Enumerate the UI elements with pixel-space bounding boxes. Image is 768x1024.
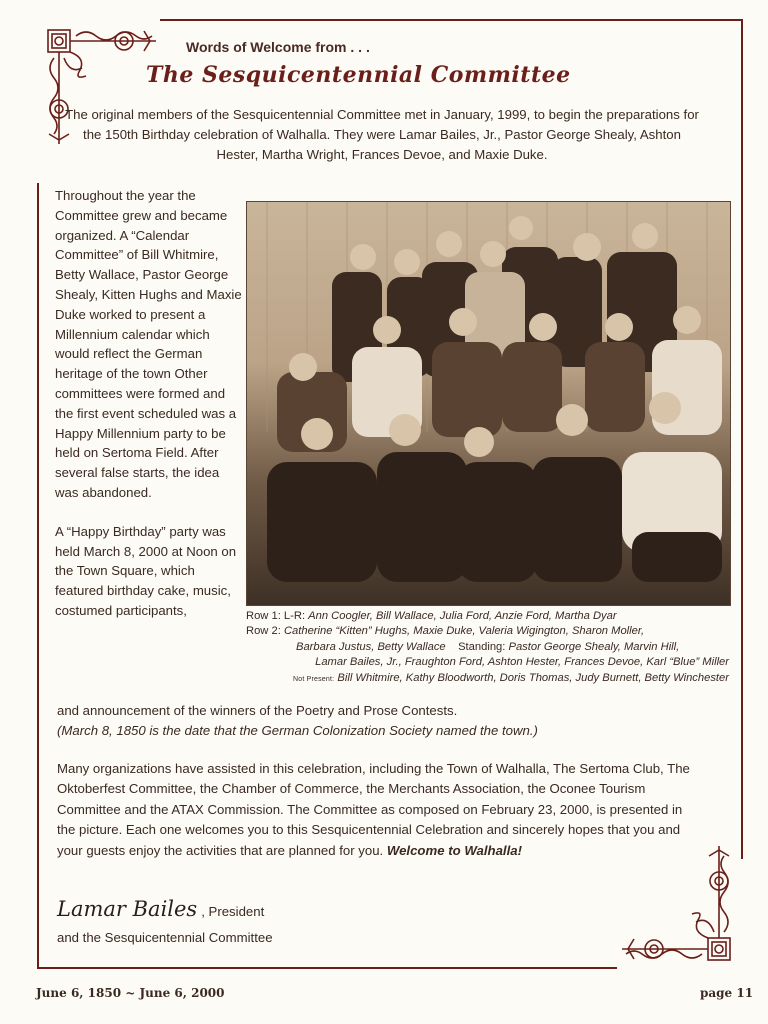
caption-not-present-label: Not Present: [292,675,335,683]
frame-right-rule [741,19,743,859]
left-paragraph-1: Throughout the year the Committee grew and became organized. A “Calendar Committee” of Bill Whitmire, Betty Wallace, Pastor George Shealy, Kitten Hughs and Maxie Duke worked to present a Millennium calendar which would reflect the German heritage of the town Other committees were formed and the first event scheduled was a Happy Millennium party to be held on Sertoma Field. After several false starts, the idea was abandoned. [55,188,242,500]
footer-dates: June 6, 1850 ~ June 6, 2000 [36,986,225,1000]
left-paragraph-2: A “Happy Birthday” party was held March 8, 2000 at Noon on the Town Square, which featured birthday cake, music, costumed participants, [55,523,237,618]
left-column [55,186,243,621]
caption-row-2-names: Catherine “Kitten” Hughs, Maxie Duke, Valeria Wigington, Sharon Moller, [283,625,645,638]
caption-row-2 [246,624,729,639]
caption-row-1-names: Ann Coogler, Bill Wallace, Julia Ford, Anzie Ford, Martha Dyar [308,610,617,622]
signature-committee: and the Sesquicentennial Committee [57,930,273,945]
caption-standing-names: Pastor George Shealy, Marvin Hill, [508,640,680,653]
announcement-line-1: and announcement of the winners of the Poetry and Prose Contests. [57,703,458,718]
announcement-line-2: (March 8, 1850 is the date that the German Colonization Society named the town.) [57,723,538,738]
welcome-heading: Words of Welcome from . . . [186,39,370,55]
caption-row-2-continued [246,640,729,655]
intro-paragraph: The original members of the Sesquicentennial Committee met in January, 1999, to begin the preparations for the 150th Birthday celebration of Walhalla. They were Lamar Bailes, Jr., Pastor George Shealy, Ashton Hester, Martha Wright, Frances Devoe, and Maxie Duke. [65,107,699,162]
caption-not-present-names: Bill Whitmire, Kathy Bloodworth, Doris Thomas, Judy Burnett, Betty Winchester [337,671,729,684]
caption-row-2-cont-names: Barbara Justus, Betty Wallace [296,640,446,653]
frame-bottom-rule [37,967,617,969]
signature-name: Lamar Bailes [57,897,198,921]
caption-standing-label: Standing: [458,640,506,653]
caption-not-present [246,671,729,687]
closing-text: Many organizations have assisted in this celebration, including the Town of Walhalla, The Sertoma Club, The Oktoberfest Committee, the Chamber of Commerce, the Merchants Association, the Oconee Tourism Committee and the ATAX Commission. The Committee as composed on February 23, 2000, is presented in the picture. Each one welcomes you to this Sesquicentennial Celebration and sincerely hopes that you and your guests enjoy the activities that are planned for you. [57,761,690,858]
group-photo-illustration [247,202,730,605]
signature-role: , President [201,904,265,919]
announcement [57,701,538,741]
closing-paragraph [57,759,697,861]
caption-standing-continued [246,655,729,670]
caption-row-1-label: Row 1: L-R: [246,610,306,622]
frame-left-rule [37,183,39,969]
photo-caption [246,609,729,687]
closing-welcome: Welcome to Walhalla! [386,842,522,858]
frame-top-rule [160,19,743,21]
page-title: The Sesquicentennial Committee [146,62,571,88]
signature-line [57,897,264,921]
caption-row-1 [246,609,729,624]
caption-standing-cont-names: Lamar Bailes, Jr., Fraughton Ford, Ashton Hester, Frances Devoe, Karl “Blue” Miller [315,656,729,669]
page-number: page 11 [700,986,754,1000]
committee-group-photo [246,201,731,606]
caption-row-2-label: Row 2: [246,625,281,638]
